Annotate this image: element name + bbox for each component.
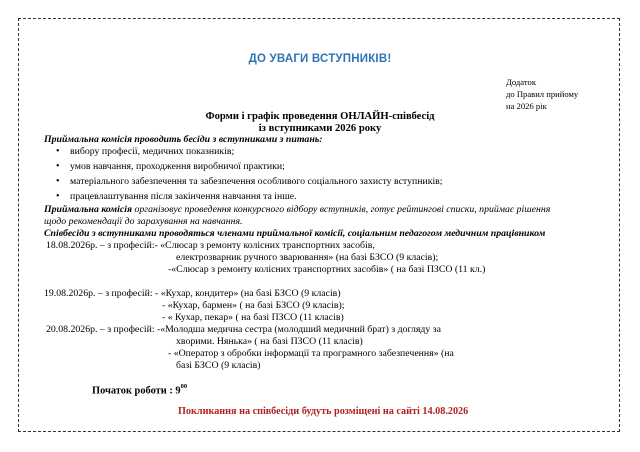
topic-item: • вибору професії, медичних показників; [70, 146, 234, 158]
appendix-line: Додаток [506, 77, 536, 87]
schedule-line: 18.08.2026р. – з професій:- «Слюсар з ремонту колісних транспортних засобів, [46, 240, 375, 251]
schedule-line: базі БЗСО (9 класів) [176, 360, 261, 371]
commission-line-2: щодо рекомендації до зарахування на навчання. [44, 216, 243, 227]
invitation-notice: Покликання на співбесіди будуть розміщені на сайті 14.08.2026 [178, 406, 469, 417]
commission-text: організовує проведення конкурсного відбору вступників, готує рейтингові списки, приймає рішення [132, 204, 551, 215]
start-label: Початок роботи : 9 [92, 385, 181, 397]
appendix-line: на 2026 рік [506, 101, 547, 111]
title-line-2: із вступниками 2026 року [258, 123, 382, 134]
appendix-note [506, 76, 578, 112]
appendix-line: до Правил прийому [506, 89, 579, 99]
schedule-line: електрозварник ручного зварювання» (на базі БЗСО (9 класів); [176, 252, 439, 263]
start-time [92, 384, 187, 396]
topic-item: • працевлаштування після закінчення навчання та інше. [70, 191, 297, 203]
schedule-line: 20.08.2026р. – з професій: -«Молодша медична сестра (молодший медичний брат) з догляду за [46, 324, 441, 335]
schedule-line: хворими. Нянька» ( на базі ПЗСО (11 класів) [176, 336, 363, 347]
schedule-line: 19.08.2026р. – з професій: - «Кухар, кондитер» (на базі БЗСО (9 класів) [44, 288, 341, 299]
topic-item: • умов навчання, проходження виробничої практики; [70, 161, 285, 173]
interviews-note: Співбесіди з вступниками проводяться членами приймальної комісії, соціальним педагогом медичним працівником [44, 228, 546, 239]
headline: ДО УВАГИ ВСТУПНИКІВ! [248, 53, 392, 65]
commission-line-1 [44, 204, 550, 216]
schedule-line: -«Слюсар з ремонту колісних транспортних засобів» ( на базі ПЗСО (11 кл.) [168, 264, 486, 275]
intro-text: Приймальна комісія проводить бесіди з вступниками з питань: [44, 134, 323, 145]
topic-item: • матеріального забезпечення та забезпечення особливого соціального захисту вступників; [70, 176, 443, 188]
start-minutes: 00 [180, 383, 188, 390]
schedule-line: - « Кухар, пекар» ( на базі ПЗСО (11 класів) [162, 312, 344, 323]
title-line-1: Форми і графік проведення ОНЛАЙН-співбесід [205, 111, 435, 122]
schedule-line: - «Кухар, бармен» ( на базі БЗСО (9 класів); [162, 300, 345, 311]
schedule-line: - «Оператор з обробки інформації та програмного забезпечення» (на [168, 348, 454, 359]
commission-bold: Приймальна комісія [44, 204, 132, 215]
